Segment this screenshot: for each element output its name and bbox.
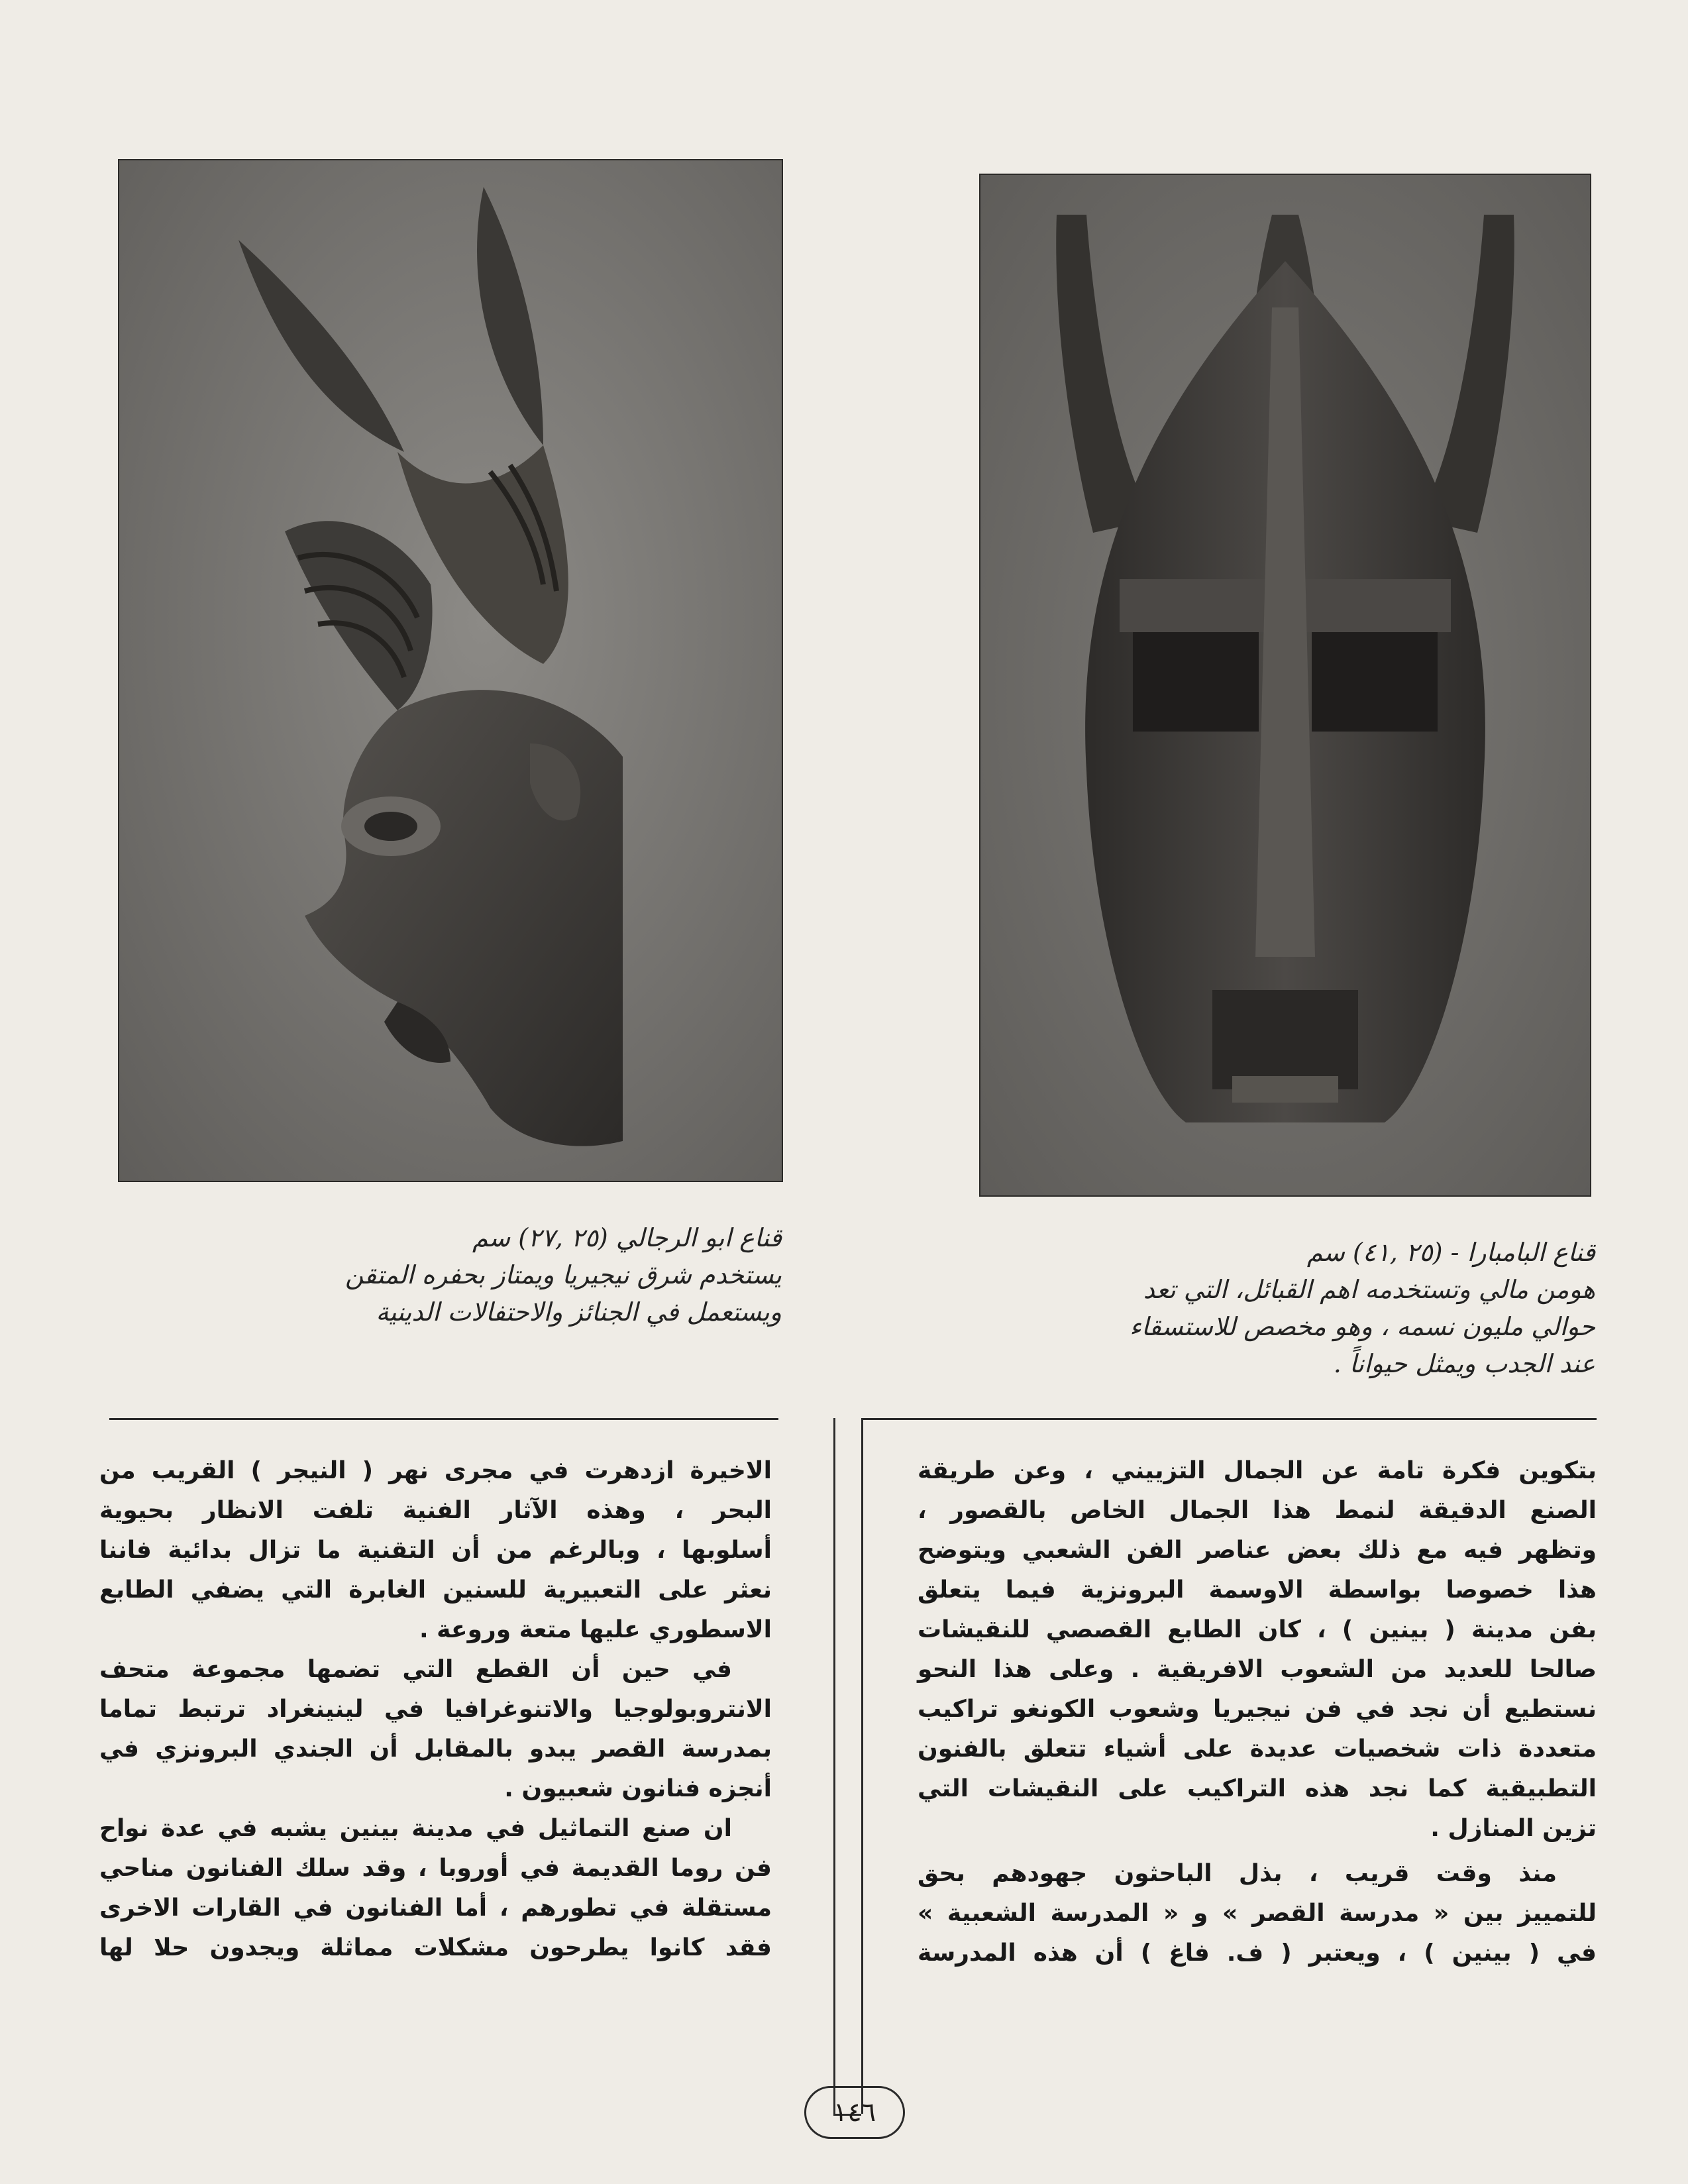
text-line: صالحا للعديد من الشعوب الافريقية . وعلى هذا النحو — [918, 1656, 1597, 1683]
photo-mask-bambara — [979, 174, 1591, 1197]
text-line: بمدرسة القصر يبدو بالمقابل أن الجندي البرونزي في — [99, 1735, 772, 1763]
text-line: الاسطوري عليها متعة وروعة . — [419, 1616, 772, 1643]
text-line: للتمييز بين « مدرسة القصر » و « المدرسة الشعبية » — [918, 1900, 1597, 1927]
text-line: أنجزه فنانون شعبيون . — [504, 1775, 772, 1802]
column-left — [99, 1451, 772, 1968]
rule-center-left — [833, 1418, 835, 2114]
text-line: الصنع الدقيقة لنمط هذا الجمال الخاص بالقصور ، — [918, 1497, 1597, 1524]
caption-left — [113, 1219, 782, 1331]
text-line: الاخيرة ازدهرت في مجرى نهر ( النيجر ) القريب من — [99, 1457, 772, 1484]
caption-line: يستخدم شرق نيجيريا ويمتاز بحفره المتقن — [344, 1260, 782, 1289]
paragraph — [918, 1854, 1597, 1973]
text-line: في ( بينين ) ، ويعتبر ( ف. فاغ ) أن هذه المدرسة — [918, 1939, 1597, 1967]
text-line: أسلوبها ، وبالرغم من أن التقنية ما تزال بدائية فاننا — [99, 1537, 772, 1564]
text-line: بتكوين فكرة تامة عن الجمال التزييني ، وعن طريقة — [918, 1457, 1597, 1484]
mask-profile-illustration — [119, 160, 782, 1181]
column-right — [918, 1451, 1597, 1973]
caption-line: قناع ابو الرجالي (٢٥ ,٢٧) سم — [472, 1223, 782, 1252]
caption-line: قناع البامبارا - (٢٥ ,٤١) سم — [1306, 1238, 1595, 1267]
rule-right-top — [861, 1418, 1597, 1420]
text-line: البحر ، وهذه الآثار الفنية تلفت الانظار بحيوية — [99, 1497, 772, 1524]
caption-line: حوالي مليون نسمه ، وهو مخصص للاستسقاء — [1130, 1312, 1595, 1341]
text-line: في حين أن القطع التي تضمها مجموعة متحف — [99, 1656, 732, 1683]
mask-bambara-illustration — [980, 175, 1590, 1195]
text-line: ان صنع التماثيل في مدينة بينين يشبه في عدة نواح — [99, 1815, 732, 1842]
paragraph — [99, 1451, 772, 1650]
text-line: الانتروبولوجيا والاتنوغرافيا في لينينغراد ترتبط تماما — [99, 1696, 772, 1723]
text-line: هذا خصوصا بواسطة الاوسمة البرونزية فيما يتعلق — [918, 1576, 1597, 1604]
caption-line: هومن مالي وتستخدمه اهم القبائل، التي تعد — [1143, 1275, 1595, 1304]
caption-right — [979, 1234, 1595, 1382]
text-line: فن روما القديمة في أوروبا ، وقد سلك الفنانون مناحي — [99, 1855, 772, 1882]
text-line: مستقلة في تطورهم ، أما الفنانون في القارات الاخرى — [99, 1894, 772, 1922]
text-line: تزين المنازل . — [1430, 1815, 1597, 1842]
text-line: متعددة ذات شخصيات عديدة على أشياء تتعلق بالفنون — [918, 1735, 1597, 1763]
paragraph — [918, 1451, 1597, 1849]
text-line: نعثر على التعبيرية للسنين الغابرة التي يضفي الطابع — [99, 1576, 772, 1604]
paragraph — [99, 1650, 772, 1809]
caption-line: ويستعمل في الجنائز والاحتفالات الدينية — [376, 1297, 782, 1327]
text-line: وتظهر فيه مع ذلك بعض عناصر الفن الشعبي ويتوضح — [918, 1537, 1597, 1564]
text-line: منذ وقت قريب ، بذل الباحثون جهودهم بحق — [918, 1860, 1557, 1887]
text-line: بفن مدينة ( بينين ) ، كان الطابع القصصي للنقيشات — [918, 1616, 1597, 1643]
rule-left-top — [109, 1418, 778, 1420]
rule-center-right — [861, 1418, 863, 2114]
caption-line: عند الجدب ويمثل حيواناً . — [1333, 1349, 1595, 1378]
page-number: ١٤٦ — [804, 2086, 905, 2139]
photo-mask-profile — [118, 159, 783, 1182]
text-line: نستطيع أن نجد في فن نيجيريا وشعوب الكونغو تراكيب — [918, 1696, 1597, 1723]
text-line: التطبيقية كما نجد هذه التراكيب على النقيشات التي — [918, 1775, 1597, 1802]
text-line: فقد كانوا يطرحون مشكلات مماثلة ويجدون حلا لها — [99, 1934, 772, 1961]
paragraph — [99, 1809, 772, 1968]
